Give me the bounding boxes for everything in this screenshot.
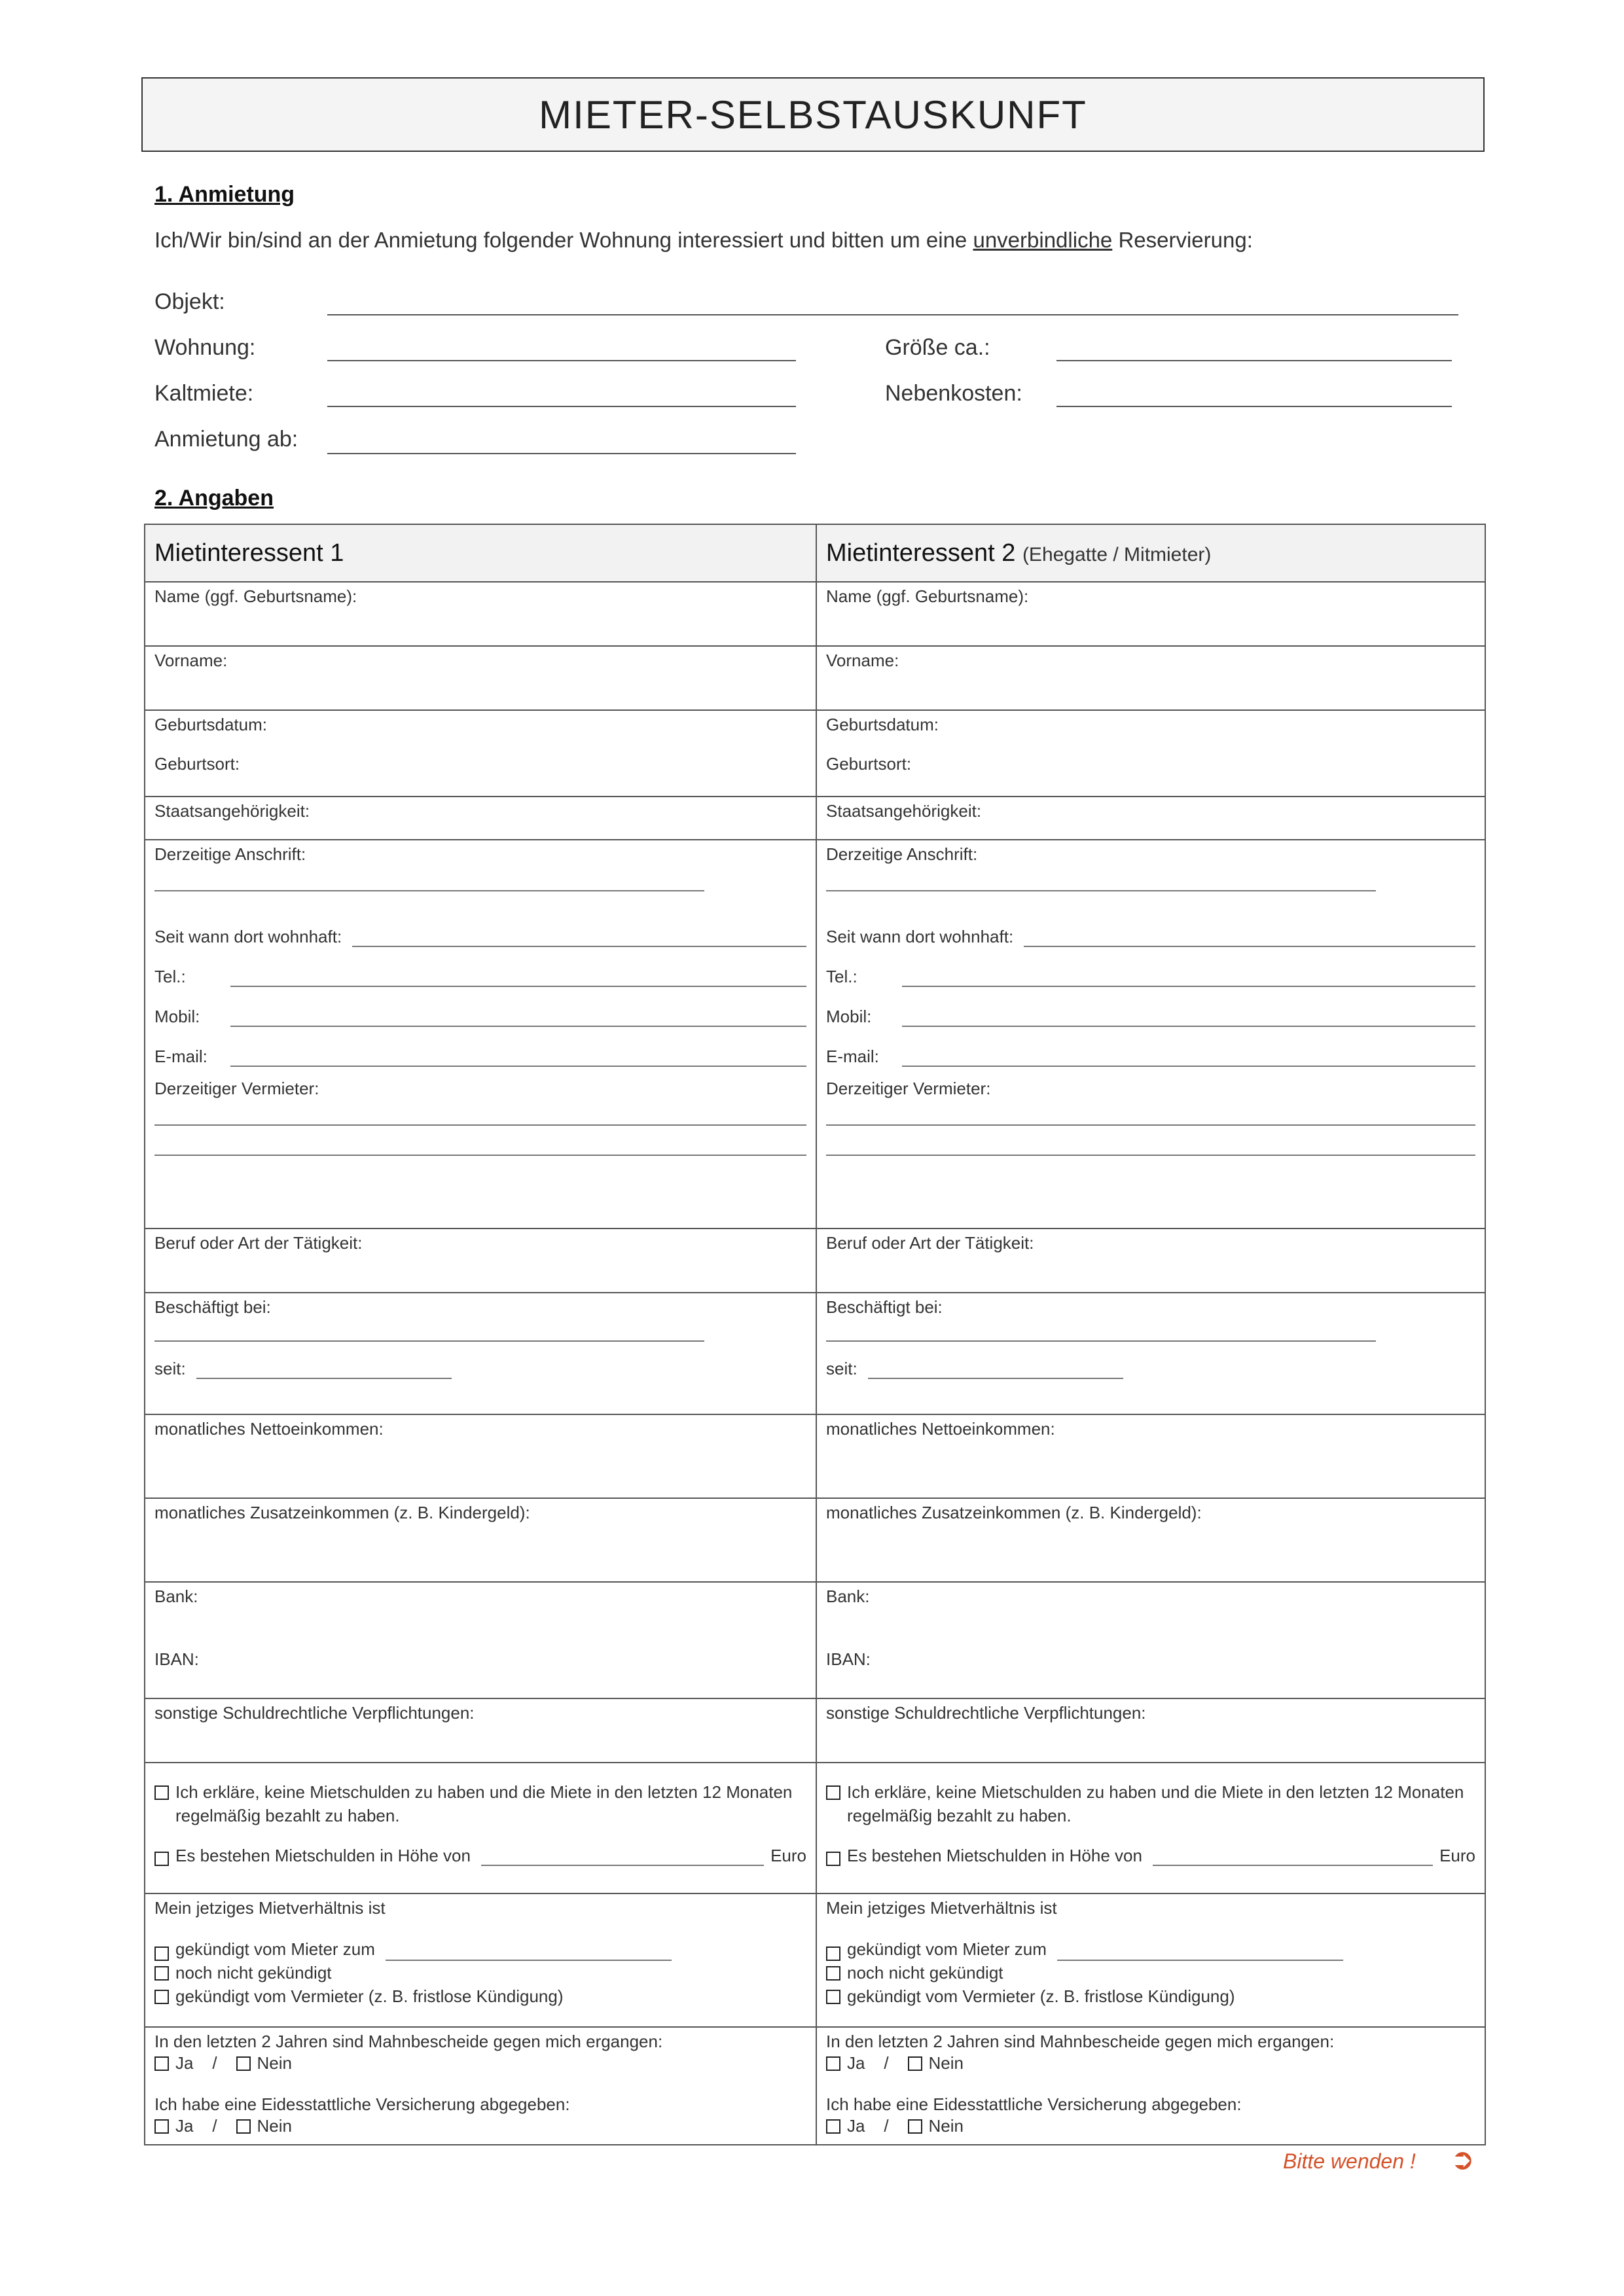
mietverhaeltnis-cell-1: Mein jetziges Mietverhältnis ist gekündigt vom Mieter zum noch nicht gekündigt gekündigt vom Vermieter (z. B. fristlose Kündigung): [145, 1893, 816, 2027]
table-row-mietschulden: [145, 1763, 1485, 1893]
tel-row-1[interactable]: Tel.:: [154, 967, 806, 987]
eid-nein-checkbox-2[interactable]: [908, 2119, 922, 2134]
anschrift-cell-1[interactable]: Derzeitige Anschrift: Seit wann dort wohnhaft: Tel.: Mobil: E-mail: Derzeitiger Vermieter:: [145, 840, 816, 1229]
mietschulden-row-2: Es bestehen Mietschulden in Höhe von Euro: [826, 1846, 1475, 1866]
bitte-wenden-text: Bitte wenden !: [1283, 2149, 1416, 2173]
nicht-gekuendigt-checkbox-2[interactable]: [826, 1966, 840, 1981]
erklaerung-checkbox-1[interactable]: [154, 1785, 169, 1800]
page-title: MIETER-SELBSTAUSKUNFT: [539, 92, 1087, 137]
seit-wann-row-2[interactable]: Seit wann dort wohnhaft:: [826, 927, 1475, 947]
groesse-line[interactable]: [1056, 360, 1452, 361]
objekt-label: Objekt:: [154, 289, 225, 314]
vorname-cell-2[interactable]: Vorname:: [816, 646, 1485, 710]
eid-ja-checkbox-1[interactable]: [154, 2119, 169, 2134]
name-cell-1[interactable]: Name (ggf. Geburtsname):: [145, 582, 816, 646]
gekuendigt-mieter-checkbox-1[interactable]: [154, 1946, 169, 1961]
mietschulden-checkbox-1[interactable]: [154, 1852, 169, 1866]
mahn-ja-checkbox-2[interactable]: [826, 2056, 840, 2071]
wohnung-label: Wohnung:: [154, 335, 256, 360]
staat-cell-2[interactable]: Staatsangehörigkeit:: [816, 797, 1485, 840]
table-row-anschrift: [145, 840, 1485, 1229]
tel-row-2[interactable]: Tel.:: [826, 967, 1475, 987]
mahnbescheide-cell-1: In den letzten 2 Jahren sind Mahnbescheide gegen mich ergangen: Ja / Nein Ich habe eine Eidesstattliche Versicherung abgegeben: Ja / Nein: [145, 2027, 816, 2145]
netto-cell-1[interactable]: monatliches Nettoeinkommen:: [145, 1414, 816, 1498]
table-header-row: [145, 524, 1485, 582]
gekuendigt-mieter-checkbox-2[interactable]: [826, 1946, 840, 1961]
kaltmiete-line[interactable]: [327, 406, 796, 407]
schuld-cell-2[interactable]: sonstige Schuldrechtliche Verpflichtungen:: [816, 1698, 1485, 1763]
email-row-2[interactable]: E-mail:: [826, 1047, 1475, 1067]
nebenkosten-line[interactable]: [1056, 406, 1452, 407]
mietschulden-checkbox-2[interactable]: [826, 1852, 840, 1866]
eid-nein-checkbox-1[interactable]: [236, 2119, 251, 2134]
objekt-line[interactable]: [327, 314, 1458, 315]
applicant-table: [144, 524, 1486, 2145]
vorname-cell-1[interactable]: Vorname:: [145, 646, 816, 710]
table-row-schuld: [145, 1698, 1485, 1763]
mobil-row-1[interactable]: Mobil:: [154, 1007, 806, 1027]
table-row-beschaeftigt: [145, 1293, 1485, 1414]
name-cell-2[interactable]: Name (ggf. Geburtsname):: [816, 582, 1485, 646]
section2-heading: 2. Angaben: [154, 486, 274, 511]
table-row-bank: [145, 1582, 1485, 1698]
beschaeftigt-cell-2[interactable]: Beschäftigt bei: seit:: [816, 1293, 1485, 1414]
col2-header: Mietinteressent 2 (Ehegatte / Mitmieter): [816, 524, 1485, 582]
table-row-mahnbescheide: [145, 2027, 1485, 2145]
nicht-gekuendigt-checkbox-1[interactable]: [154, 1966, 169, 1981]
table-row-zusatz: [145, 1498, 1485, 1582]
mahn-ja-checkbox-1[interactable]: [154, 2056, 169, 2071]
vermieter-line-2b[interactable]: [826, 1155, 1475, 1156]
table-row-staat: [145, 797, 1485, 840]
email-row-1[interactable]: E-mail:: [154, 1047, 806, 1067]
staat-cell-1[interactable]: Staatsangehörigkeit:: [145, 797, 816, 840]
title-box: [141, 77, 1485, 152]
mahnbescheide-cell-2: In den letzten 2 Jahren sind Mahnbescheide gegen mich ergangen: Ja / Nein Ich habe eine Eidesstattliche Versicherung abgegeben: Ja / Nein: [816, 2027, 1485, 2145]
mietschulden-cell-2: Ich erkläre, keine Mietschulden zu haben und die Miete in den letzten 12 Monaten regelmäßig bezahlt zu haben. Es bestehen Mietschulden in Höhe von Euro: [816, 1763, 1485, 1893]
gekuendigt-vermieter-checkbox-2[interactable]: [826, 1990, 840, 2004]
beruf-cell-2[interactable]: Beruf oder Art der Tätigkeit:: [816, 1229, 1485, 1293]
wohnung-line[interactable]: [327, 360, 796, 361]
schuld-cell-1[interactable]: sonstige Schuldrechtliche Verpflichtungen:: [145, 1698, 816, 1763]
anschrift-cell-2[interactable]: Derzeitige Anschrift: Seit wann dort wohnhaft: Tel.: Mobil: E-mail: Derzeitiger Vermieter:: [816, 840, 1485, 1229]
col1-header: Mietinteressent 1: [145, 524, 816, 582]
table-row-mietverhaeltnis: [145, 1893, 1485, 2027]
erklaerung-checkbox-2[interactable]: [826, 1785, 840, 1800]
zusatz-cell-1[interactable]: monatliches Zusatzeinkommen (z. B. Kindergeld):: [145, 1498, 816, 1582]
bank-cell-1[interactable]: Bank: IBAN:: [145, 1582, 816, 1698]
netto-cell-2[interactable]: monatliches Nettoeinkommen:: [816, 1414, 1485, 1498]
eid-ja-checkbox-2[interactable]: [826, 2119, 840, 2134]
mahn-nein-checkbox-2[interactable]: [908, 2056, 922, 2071]
nebenkosten-label: Nebenkosten:: [885, 381, 1022, 406]
groesse-label: Größe ca.:: [885, 335, 990, 360]
zusatz-cell-2[interactable]: monatliches Zusatzeinkommen (z. B. Kindergeld):: [816, 1498, 1485, 1582]
curved-arrow-icon: ➲: [1451, 2144, 1475, 2176]
intro-text: Ich/Wir bin/sind an der Anmietung folgender Wohnung interessiert und bitten um eine unverbindliche Reservierung:: [154, 228, 1253, 252]
anmietung-ab-line[interactable]: [327, 453, 796, 454]
table-row-netto: [145, 1414, 1485, 1498]
geburt-cell-2[interactable]: Geburtsdatum: Geburtsort:: [816, 710, 1485, 797]
mietverhaeltnis-cell-2: Mein jetziges Mietverhältnis ist gekündigt vom Mieter zum noch nicht gekündigt gekündigt vom Vermieter (z. B. fristlose Kündigung): [816, 1893, 1485, 2027]
table-row-beruf: [145, 1229, 1485, 1293]
beschaeftigt-cell-1[interactable]: Beschäftigt bei: seit:: [145, 1293, 816, 1414]
table-row-name: [145, 582, 1485, 646]
table-row-vorname: [145, 646, 1485, 710]
bank-cell-2[interactable]: Bank: IBAN:: [816, 1582, 1485, 1698]
anmietung-ab-label: Anmietung ab:: [154, 427, 298, 452]
geburt-cell-1[interactable]: Geburtsdatum: Geburtsort:: [145, 710, 816, 797]
mietschulden-row-1: Es bestehen Mietschulden in Höhe von Euro: [154, 1846, 806, 1866]
beruf-cell-1[interactable]: Beruf oder Art der Tätigkeit:: [145, 1229, 816, 1293]
seit-row-2[interactable]: seit:: [826, 1359, 1123, 1379]
table-row-geburt: [145, 710, 1485, 797]
seit-row-1[interactable]: seit:: [154, 1359, 452, 1379]
mietschulden-cell-1: Ich erkläre, keine Mietschulden zu haben und die Miete in den letzten 12 Monaten regelmäßig bezahlt zu haben. Es bestehen Mietschulden in Höhe von Euro: [145, 1763, 816, 1893]
mahn-nein-checkbox-1[interactable]: [236, 2056, 251, 2071]
vermieter-line-1b[interactable]: [154, 1155, 806, 1156]
mobil-row-2[interactable]: Mobil:: [826, 1007, 1475, 1027]
kaltmiete-label: Kaltmiete:: [154, 381, 254, 406]
gekuendigt-vermieter-checkbox-1[interactable]: [154, 1990, 169, 2004]
seit-wann-row-1[interactable]: Seit wann dort wohnhaft:: [154, 927, 806, 947]
section1-heading: 1. Anmietung: [154, 182, 295, 207]
